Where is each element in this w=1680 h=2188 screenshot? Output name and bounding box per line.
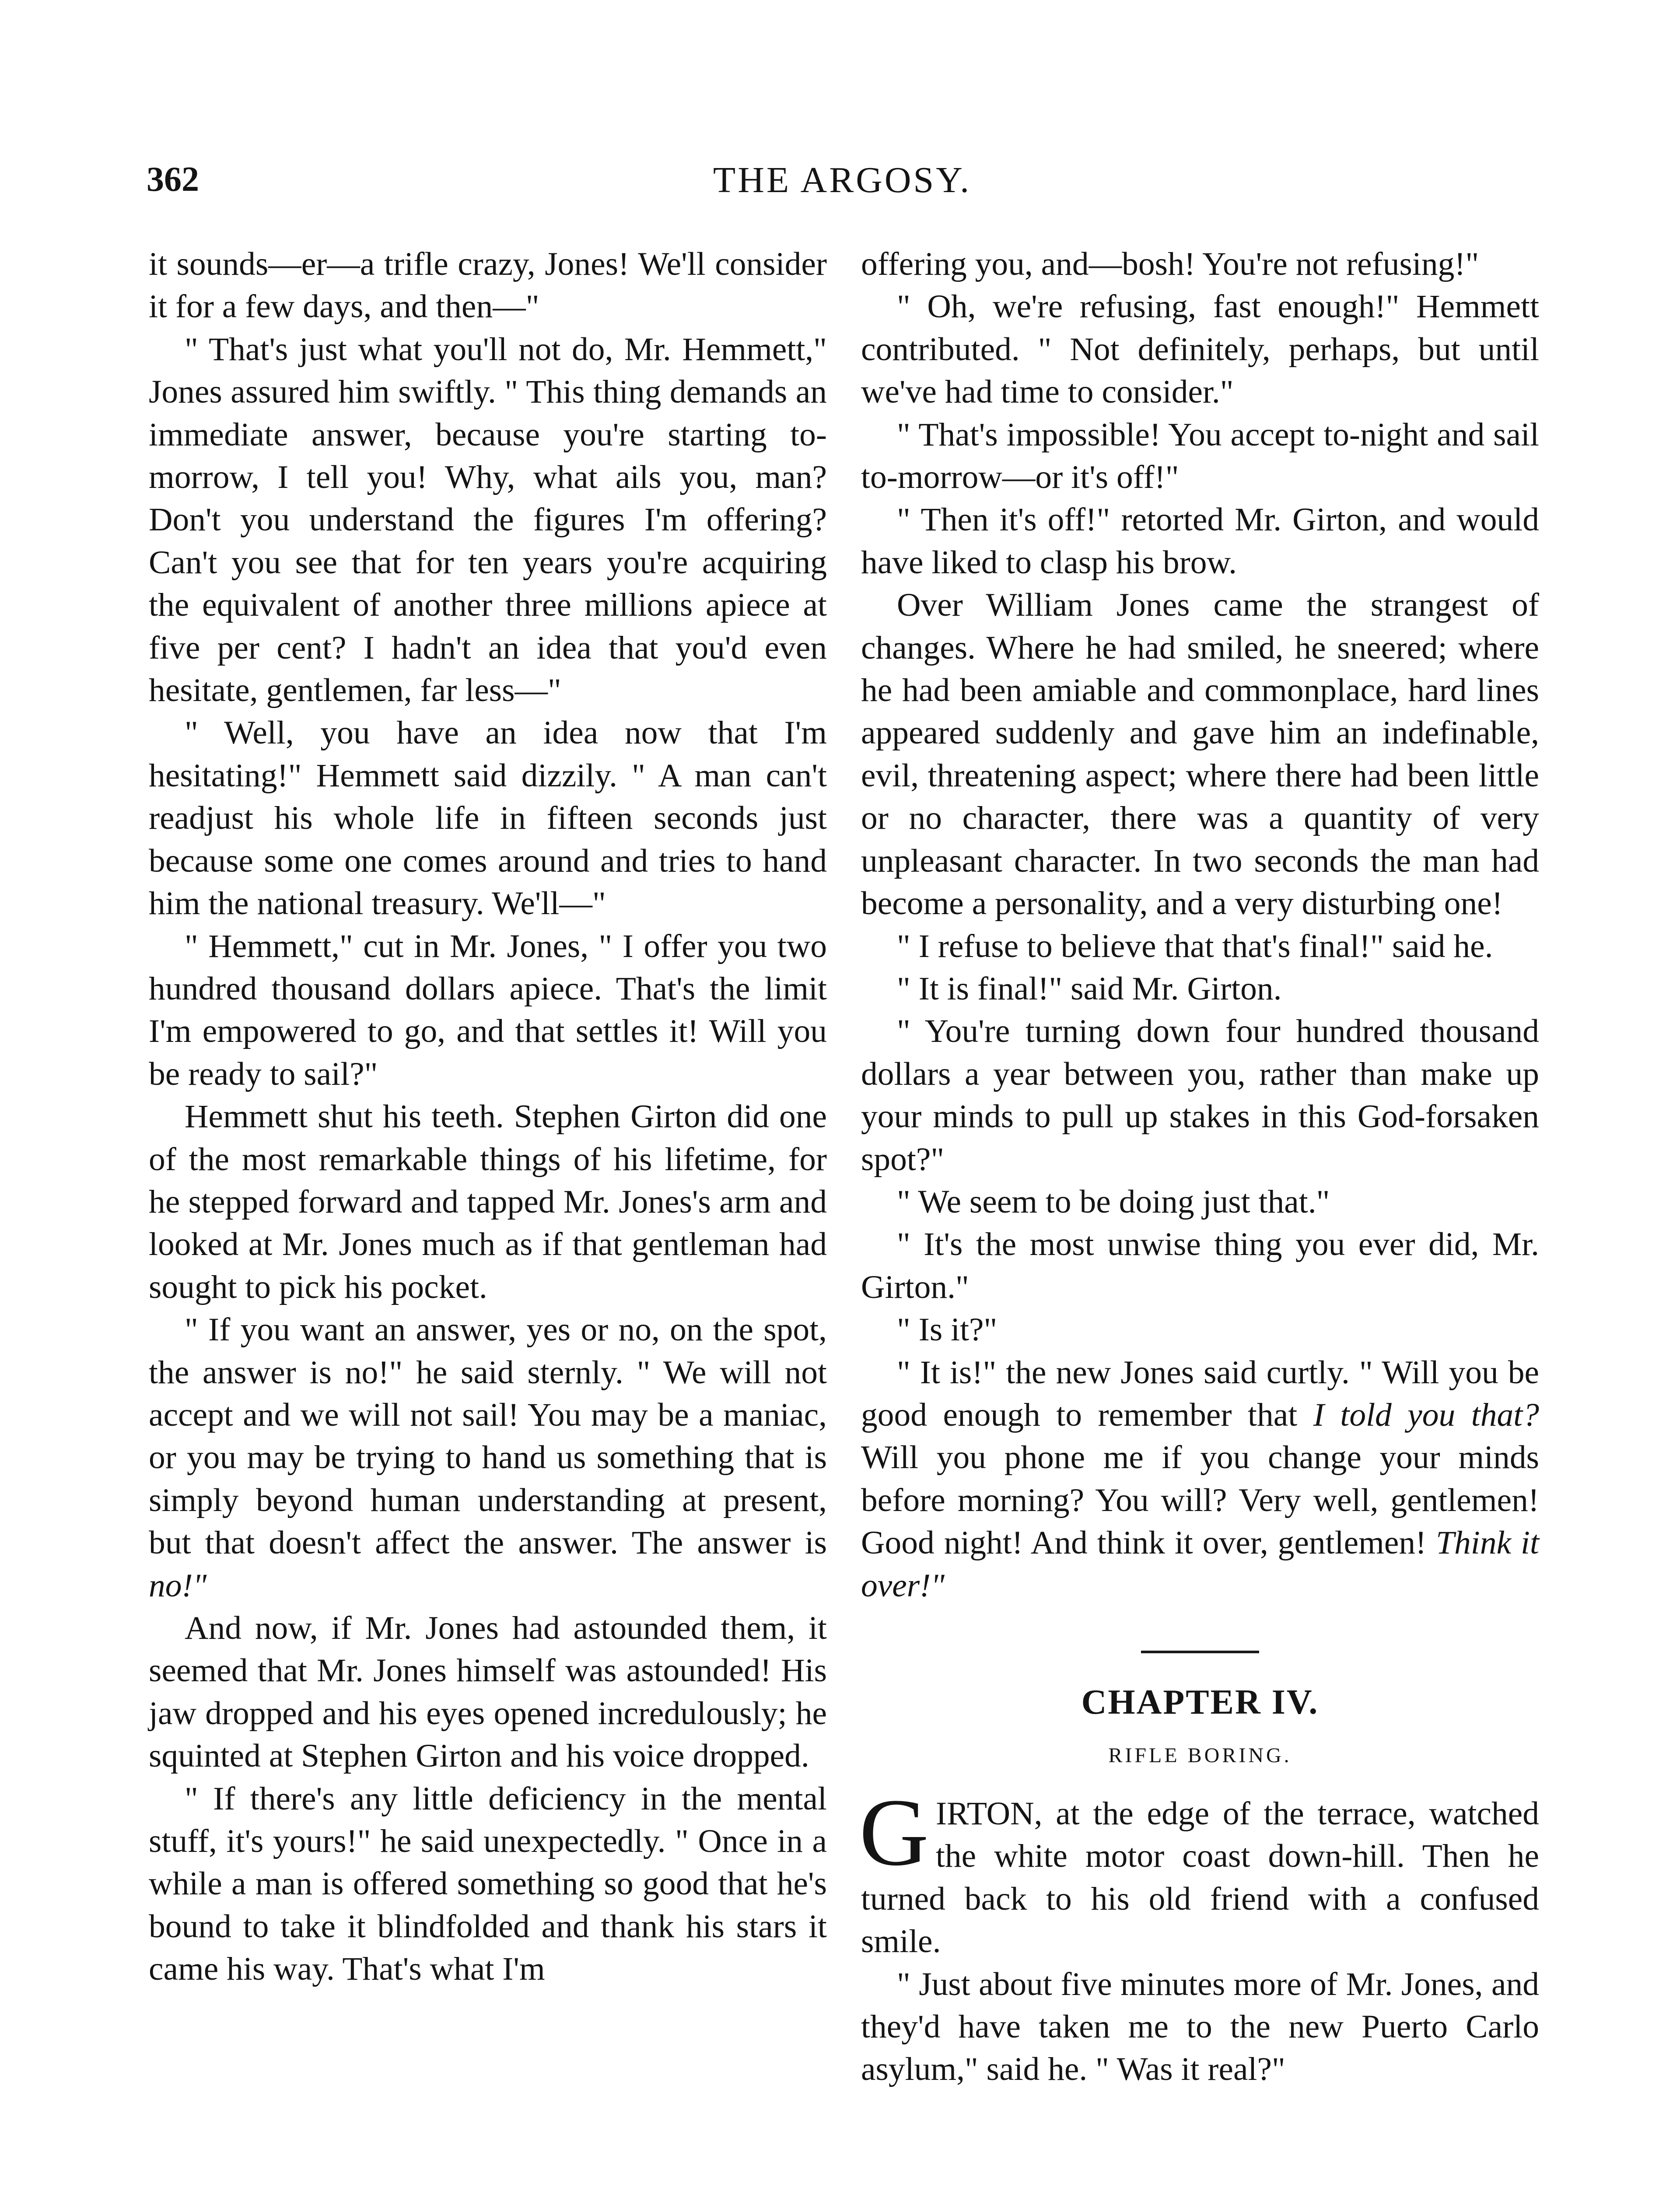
right-column bbox=[861, 243, 1539, 2091]
drop-cap: G bbox=[859, 1779, 929, 1886]
paragraph-text: Will you phone me if you change your minds before morning? You will? Very well, gentlemen! Good night! And think it over, gentlemen! bbox=[861, 1439, 1539, 1561]
paragraph: " That's impossible! You accept to-night and sail to-morrow—or it's off!" bbox=[861, 416, 1539, 496]
paragraph: " Is it?" bbox=[897, 1311, 998, 1348]
chapter-title: CHAPTER IV. bbox=[1081, 1683, 1319, 1722]
paragraph: " Oh, we're refusing, fast enough!" Hemmett contributed. " Not definitely, perhaps, but until we've had time to consider." bbox=[861, 288, 1539, 410]
paragraph: " Well, you have an idea now that I'm hesitating!" Hemmett said dizzily. " A man can't readjust his whole life in fifteen seconds just because some one comes around and tries to hand him the national treasury. We'll—" bbox=[149, 715, 827, 922]
paragraph: it sounds—er—a trifle crazy, Jones! We'll consider it for a few days, and then—" bbox=[149, 246, 827, 325]
paragraph-text: " It is!" the new Jones said curtly. " Will you be good enough to remember that bbox=[861, 1354, 1539, 1433]
paragraph: Hemmett shut his teeth. Stephen Girton did one of the most remarkable things of his lifetime, for he stepped forward and tapped Mr. Jones's arm and looked at Mr. Jones much as if that gentleman had sought to pick his pocket. bbox=[149, 1098, 827, 1305]
chapter-subtitle: RIFLE BORING. bbox=[1108, 1744, 1292, 1767]
paragraph bbox=[149, 1308, 827, 1607]
paragraph bbox=[861, 1351, 1539, 1607]
running-head: THE ARGOSY. bbox=[713, 160, 972, 200]
paragraph: Over William Jones came the strangest of changes. Where he had smiled, he sneered; where he had been amiable and commonplace, hard lines appeared suddenly and gave him an indefinable, evil, threatening aspect; where there had been little or no character, there was a quantity of very unpleasant character. In two seconds the man had become a personality, and a very disturbing one! bbox=[861, 587, 1539, 922]
paragraph: " Hemmett," cut in Mr. Jones, " I offer you two hundred thousand dollars apiece. That's the limit I'm empowered to go, and that settles it! Will you be ready to sail?" bbox=[149, 928, 827, 1092]
paragraph: " Just about five minutes more of Mr. Jones, and they'd have taken me to the new Puerto Carlo asylum," said he. " Was it real?" bbox=[861, 1966, 1539, 2088]
paragraph: offering you, and—bosh! You're not refusing!" bbox=[861, 246, 1479, 282]
emphasis-text: Think it over!" bbox=[861, 1525, 1539, 1604]
paragraph: " I refuse to believe that that's final!" said he. bbox=[897, 928, 1493, 964]
page-number: 362 bbox=[147, 160, 199, 199]
section-divider bbox=[1141, 1651, 1259, 1653]
left-column bbox=[149, 243, 827, 1991]
paragraph-text: " If you want an answer, yes or no, on the spot, the answer is no!" he said sternly. " We will not accept and we will not sail! You may be a maniac, or you may be trying to hand us something that is simply beyond human understanding at present, but that doesn't affect the answer. The answer is bbox=[149, 1311, 827, 1561]
paragraph: " Then it's off!" retorted Mr. Girton, and would have liked to clasp his brow. bbox=[861, 501, 1539, 581]
paragraph: " If there's any little deficiency in the mental stuff, it's yours!" he said unexpectedly. " Once in a while a man is offered something so good that he's bound to take it blindfolded and thank his stars it came his way. That's what I'm bbox=[149, 1780, 827, 1988]
paragraph: " It is final!" said Mr. Girton. bbox=[897, 970, 1282, 1007]
emphasis-text: no!" bbox=[149, 1567, 207, 1604]
page-header bbox=[147, 162, 1538, 214]
chapter-opening-paragraph bbox=[859, 1779, 1539, 1963]
paragraph-text: IRTON, at the edge of the terrace, watched the white motor coast down-hill. Then he turned back to his old friend with a confused smile. bbox=[861, 1795, 1539, 1960]
emphasis-text: I told you that? bbox=[1313, 1396, 1539, 1433]
paragraph: " We seem to be doing just that." bbox=[897, 1183, 1330, 1220]
paragraph: " That's just what you'll not do, Mr. Hemmett," Jones assured him swiftly. " This thing demands an immediate answer, because you're starting to-morrow, I tell you! Why, what ails you, man? Don't you understand the figures I'm offering? Can't you see that for ten years you're acquiring the equivalent of another three millions apiece at five per cent? I hadn't an idea that you'd even hesitate, gentlemen, far less—" bbox=[149, 331, 827, 709]
paragraph: " It's the most unwise thing you ever did, Mr. Girton." bbox=[861, 1226, 1539, 1305]
paragraph: " You're turning down four hundred thousand dollars a year between you, rather than make up your minds to pull up stakes in this God-forsaken spot?" bbox=[861, 1013, 1539, 1178]
paragraph: And now, if Mr. Jones had astounded them, it seemed that Mr. Jones himself was astounded! His jaw dropped and his eyes opened incredulously; he squinted at Stephen Girton and his voice dropped. bbox=[149, 1610, 827, 1774]
